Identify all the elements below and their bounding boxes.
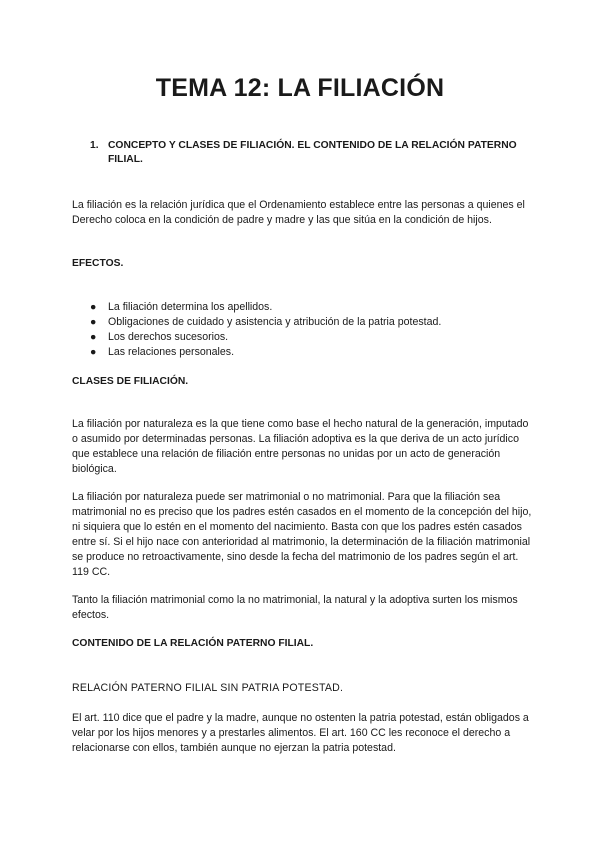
contenido-heading: CONTENIDO DE LA RELACIÓN PATERNO FILIAL. bbox=[72, 638, 314, 649]
list-item-text: Los derechos sucesorios. bbox=[108, 331, 229, 343]
contenido-paragraph-1: El art. 110 dice que el padre y la madre, aunque no ostenten la patria potestad, están obligados a velar por los hijos menores y a prestarles alimentos. El art. 160 CC les reconoce el derecho a relacionarse con ellos, también aunque no ejerzan la patria potestad. bbox=[72, 712, 529, 754]
clases-paragraph-1: La filiación por naturaleza es la que tiene como base el hecho natural de la generación, imputado o asumido por determinadas personas. La filiación adoptiva es la que deriva de un acto jurídico que establece una relación de filiación entre personas no unidas por un acto de generación biológica. bbox=[72, 418, 529, 475]
bullet-icon: ● bbox=[90, 346, 97, 358]
list-item bbox=[90, 345, 441, 360]
list-item-text: Las relaciones personales. bbox=[108, 346, 235, 358]
clases-heading: CLASES DE FILIACIÓN. bbox=[72, 376, 189, 387]
efectos-list bbox=[90, 300, 441, 360]
list-item bbox=[90, 330, 441, 345]
bullet-icon: ● bbox=[90, 316, 97, 328]
list-item-text: La filiación determina los apellidos. bbox=[108, 301, 273, 313]
contenido-subheading: RELACIÓN PATERNO FILIAL SIN PATRIA POTESTAD. bbox=[72, 682, 344, 694]
page-title: TEMA 12: LA FILIACIÓN bbox=[155, 74, 445, 102]
clases-paragraph-2: La filiación por naturaleza puede ser matrimonial o no matrimonial. Para que la filiación sea matrimonial no es preciso que los padres estén casados en el momento de la concepción del hijo, ni siquiera que lo estén en el momento del nacimiento. Basta con que los padres estén casados entre sí. Si el hijo nace con anterioridad al matrimonio, la determinación de la filiación matrimonial se produce no retroactivamente, sino desde la fecha del matrimonio de los padres según el art. 119 CC. bbox=[72, 491, 532, 578]
section-heading-text: CONCEPTO Y CLASES DE FILIACIÓN. EL CONTENIDO DE LA RELACIÓN PATERNO FILIAL. bbox=[108, 140, 517, 165]
section-heading bbox=[90, 139, 520, 167]
list-item bbox=[90, 315, 441, 330]
clases-paragraph-3: Tanto la filiación matrimonial como la no matrimonial, la natural y la adoptiva surten los mismos efectos. bbox=[72, 594, 518, 621]
intro-paragraph: La filiación es la relación jurídica que el Ordenamiento establece entre las personas a quienes el Derecho coloca en la condición de padre y madre y las que sitúa en la condición de hijos. bbox=[72, 199, 525, 226]
section-number: 1. bbox=[90, 140, 99, 151]
bullet-icon: ● bbox=[90, 331, 97, 343]
efectos-heading: EFECTOS. bbox=[72, 258, 124, 269]
list-item bbox=[90, 300, 441, 315]
bullet-icon: ● bbox=[90, 301, 97, 313]
list-item-text: Obligaciones de cuidado y asistencia y atribución de la patria potestad. bbox=[108, 316, 442, 328]
